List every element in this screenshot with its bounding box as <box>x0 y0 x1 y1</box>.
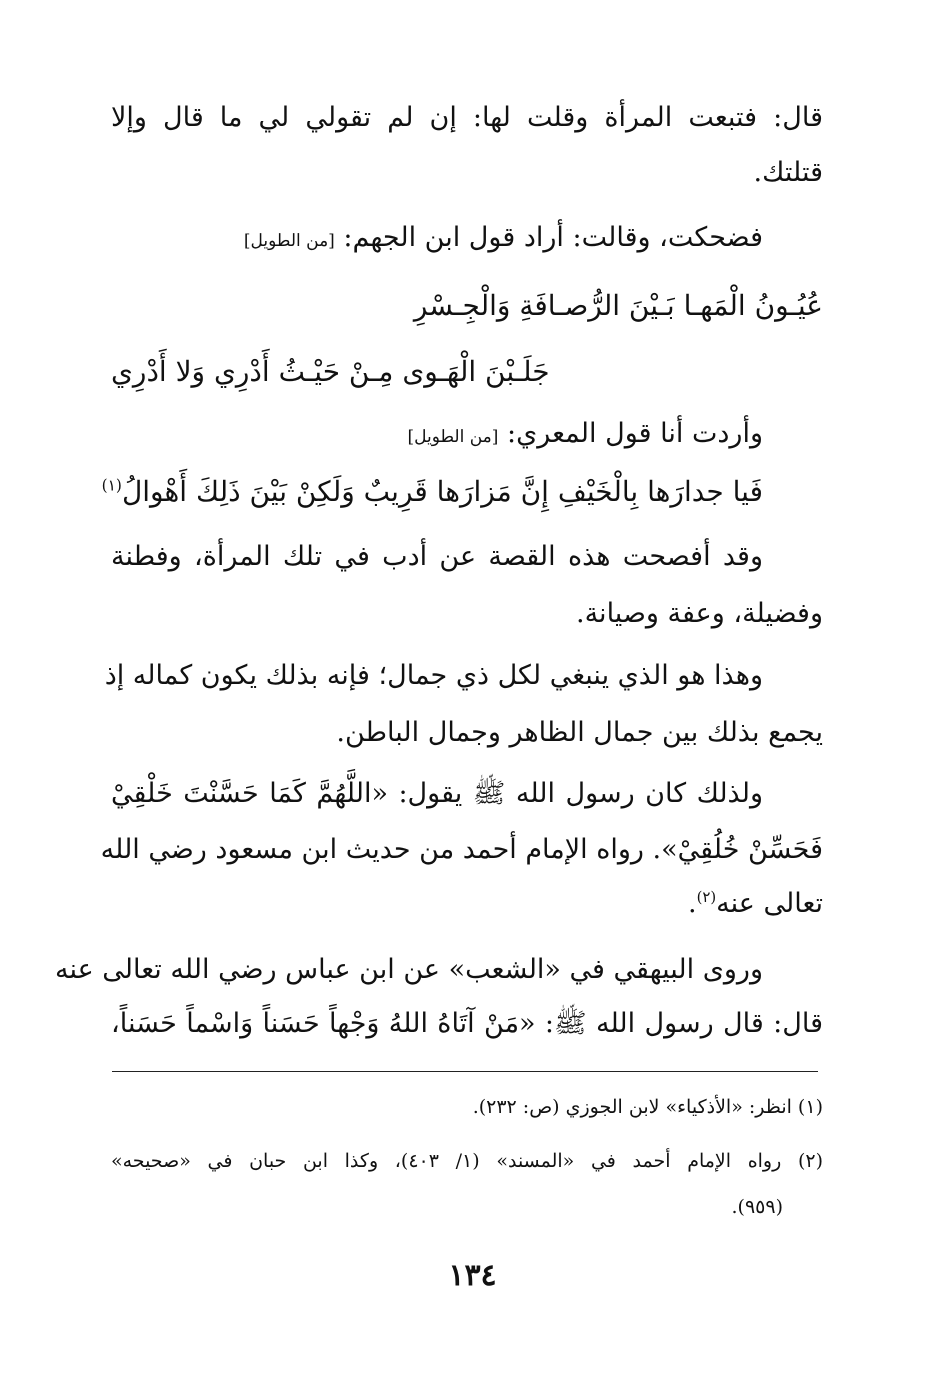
body-line-10: وهذا هو الذي ينبغي لكل ذي جمال؛ فإنه بذلك يكون كماله إذ <box>104 660 763 691</box>
body-line-16: قال: قال رسول الله ﷺ: «مَنْ آتَاهُ اللهُ وَجْهاً حَسَناً وَاسْماً حَسَناً، <box>111 1008 823 1039</box>
meter-tag: [من الطويل] <box>243 231 335 251</box>
body-line-3 <box>111 218 823 258</box>
body-line-6 <box>111 414 823 454</box>
footnote-separator <box>112 1071 818 1072</box>
body-line-14-text: تعالى عنه <box>716 888 823 919</box>
body-line-11: يجمع بذلك بين جمال الظاهر وجمال الباطن. <box>336 717 823 748</box>
meter-tag: [من الطويل] <box>407 427 499 447</box>
footnote-2-continuation: (٩٥٩). <box>731 1196 783 1218</box>
body-line-1: قال: فتبعت المرأة وقلت لها: إن لم تقولي لي ما قال وإلا <box>111 102 823 133</box>
poem-verse-3-text: فَيا جدارَها بِالْخَيْفِ إِنَّ مَزارَها قَرِيبٌ وَلَكِنْ بَيْنَ ذَلِكَ أَهْوالُ <box>121 475 763 508</box>
footnote-1: (١) انظر: «الأذكياء» لابن الجوزي (ص: ٢٣٢). <box>472 1096 823 1118</box>
body-line-8: وقد أفصحت هذه القصة عن أدب في تلك المرأة، وفطنة <box>111 541 763 572</box>
intro-text-ibn-jahm: فضحكت، وقالت: أراد قول ابن الجهم: <box>343 222 763 253</box>
body-line-15: وروى البيهقي في «الشعب» عن ابن عباس رضي الله تعالى عنه <box>54 954 763 985</box>
poem-verse-3 <box>101 472 823 512</box>
body-line-2: قتلتك. <box>753 157 823 188</box>
poem-verse-1: عُيُـونُ الْمَهـا بَـيْنَ الرُّصـافَةِ وَالْجِـسْرِ <box>413 289 823 322</box>
body-line-14 <box>111 884 823 924</box>
body-line-13: فَحَسِّنْ خُلُقِيْ». رواه الإمام أحمد من حديث ابن مسعود رضي الله <box>100 834 823 865</box>
sentence-period: . <box>688 888 697 919</box>
body-line-9: وفضيلة، وعفة وصيانة. <box>576 598 823 629</box>
intro-text-maarri: وأردت أنا قول المعري: <box>507 418 763 449</box>
poem-verse-2: جَلَـبْنَ الْهَـوى مِـنْ حَيْـثُ أَدْرِي وَلا أَدْرِي <box>111 355 550 388</box>
footnote-2: (٢) رواه الإمام أحمد في «المسند» (١/ ٤٠٣)، وكذا ابن حبان في «صحيحه» <box>111 1150 823 1172</box>
page-number: ١٣٤ <box>448 1258 497 1293</box>
body-line-12: ولذلك كان رسول الله ﷺ يقول: «اللَّهُمَّ كَمَا حَسَّنْتَ خَلْقِيْ <box>111 778 763 809</box>
footnote-ref-2: (٢) <box>696 888 717 906</box>
footnote-ref-1: (١) <box>101 476 122 495</box>
